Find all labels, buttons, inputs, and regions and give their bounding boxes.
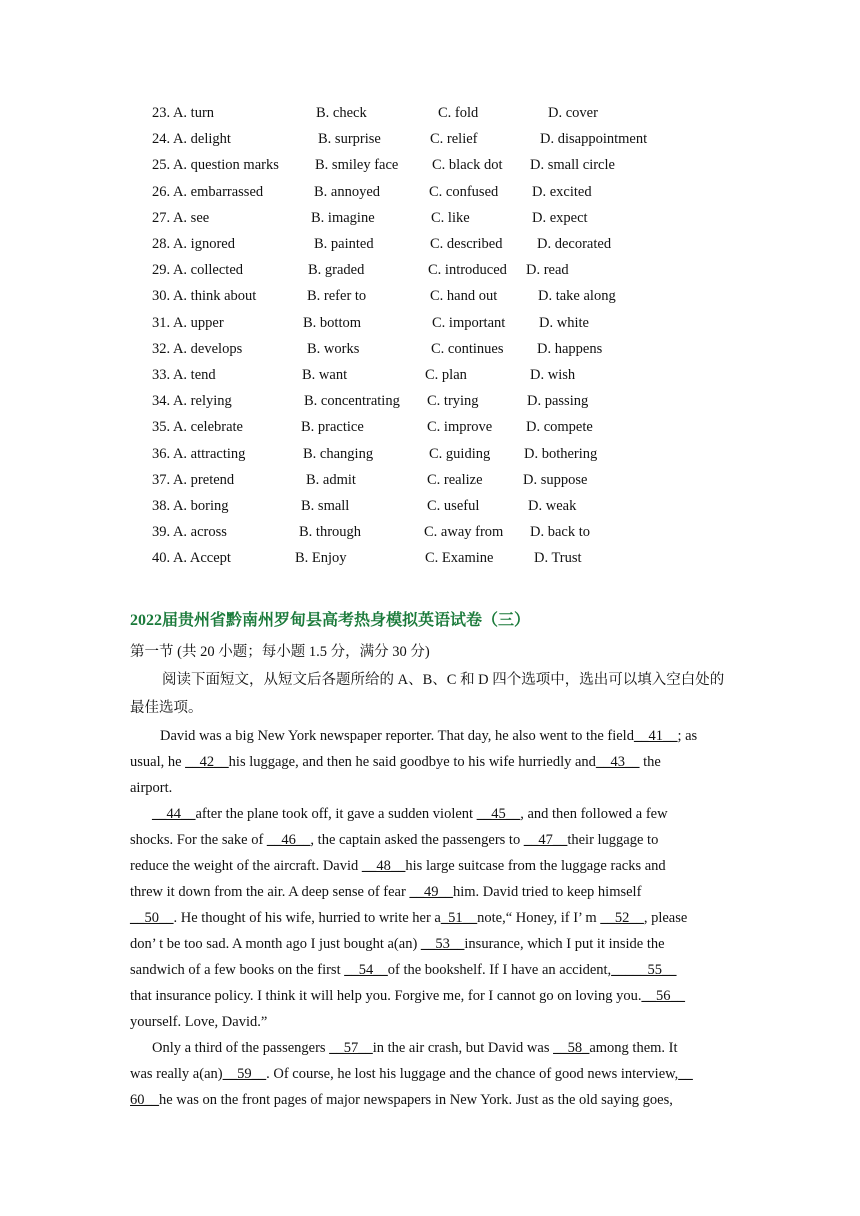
- option-text: A. think about: [172, 288, 257, 305]
- passage-line: usual, he __42__his luggage, and then he said goodbye to his wife hurriedly and__43__ the: [130, 754, 661, 770]
- option-d: D. cover: [548, 105, 598, 121]
- blank: 60__: [130, 1092, 159, 1108]
- option-text: A. collected: [172, 262, 244, 279]
- option-b: B. admit: [306, 471, 356, 488]
- question-number: 25.: [152, 157, 171, 174]
- blank: __57__: [329, 1040, 373, 1056]
- blank: __53__: [420, 936, 465, 952]
- option-a: [152, 419, 243, 436]
- option-text: A. develops: [172, 340, 243, 357]
- option-text: A. see: [172, 209, 210, 226]
- passage-line: David was a big New York newspaper reporter. That day, he also went to the field__41__; as: [160, 728, 698, 744]
- option-c: C. like: [431, 209, 470, 226]
- option-b: B. changing: [303, 445, 374, 462]
- option-b: B. check: [316, 105, 367, 121]
- option-c: C. away from: [424, 524, 504, 541]
- option-d: D. white: [539, 314, 589, 331]
- passage-line: was really a(an)__59__. Of course, he lost his luggage and the chance of good news interview,__: [130, 1066, 693, 1082]
- question-number: 35.: [152, 419, 171, 436]
- option-text: A. relying: [172, 393, 232, 410]
- option-b: B. concentrating: [304, 393, 400, 410]
- option-d: D. happens: [537, 340, 603, 357]
- blank: __45__: [476, 806, 521, 822]
- question-number: 32.: [152, 340, 171, 357]
- option-d: D. decorated: [537, 236, 612, 252]
- option-b: B. painted: [314, 236, 374, 252]
- blank: __46__: [266, 832, 311, 848]
- question-number: 38.: [152, 498, 171, 514]
- option-b: B. imagine: [311, 209, 375, 226]
- passage-line: sandwich of a few books on the first __54__of the bookshelf. If I have an accident,_____55__: [130, 962, 677, 978]
- blank: _51__: [440, 910, 478, 926]
- option-c: C. Examine: [425, 550, 494, 567]
- passage-line: don’ t be too sad. A month ago I just bought a(an) __53__insurance, which I put it inside the: [130, 936, 665, 952]
- option-text: A. attracting: [172, 445, 246, 462]
- option-a: [152, 210, 209, 227]
- option-text: A. delight: [172, 131, 231, 148]
- blank: __41__: [633, 728, 678, 744]
- exam-title: 2022届贵州省黔南州罗甸县高考热身模拟英语试卷（三）: [130, 612, 531, 629]
- option-d: D. excited: [532, 183, 592, 200]
- option-text: A. pretend: [172, 471, 235, 488]
- passage-line: shocks. For the sake of __46__, the captain asked the passengers to __47__their luggage to: [130, 832, 659, 848]
- option-d: D. weak: [528, 498, 577, 514]
- option-b: B. Enjoy: [295, 550, 347, 567]
- option-a: [152, 157, 279, 174]
- blank: __42__: [185, 754, 229, 770]
- section-heading: 第一节 (共 20 小题；每小题 1.5 分，满分 30 分): [130, 644, 430, 660]
- passage-line: __44__after the plane took off, it gave a sudden violent __45__, and then followed a few: [152, 806, 668, 822]
- instruction-text: 阅读下面短文，从短文后各题所给的 A、B、C 和 D 四个选项中，选出可以填入空白处的最佳选项。: [130, 672, 725, 716]
- option-c: C. hand out: [430, 288, 498, 305]
- option-c: C. realize: [427, 471, 483, 488]
- option-d: D. small circle: [530, 157, 615, 174]
- option-c: C. fold: [438, 105, 479, 121]
- option-c: C. plan: [425, 367, 467, 383]
- option-b: B. bottom: [303, 314, 362, 331]
- blank: __44__: [152, 806, 196, 822]
- blank: __58_: [553, 1040, 590, 1056]
- option-d: D. Trust: [534, 550, 582, 567]
- option-c: C. important: [432, 314, 506, 331]
- option-a: [152, 288, 256, 305]
- option-text: A. boring: [172, 498, 229, 514]
- option-c: C. confused: [429, 183, 499, 200]
- question-number: 27.: [152, 209, 171, 226]
- question-number: 28.: [152, 236, 171, 252]
- question-number: 24.: [152, 131, 171, 148]
- option-d: D. back to: [530, 524, 590, 541]
- option-a: [152, 131, 231, 148]
- option-text: A. question marks: [172, 157, 279, 174]
- option-d: D. expect: [532, 209, 588, 226]
- option-b: B. graded: [308, 262, 365, 279]
- blank: __49__: [409, 884, 453, 900]
- option-d: D. disappointment: [540, 131, 648, 148]
- passage-line: airport.: [130, 780, 173, 796]
- option-text: A. celebrate: [172, 419, 243, 436]
- blank: __47__: [523, 832, 568, 848]
- option-b: B. surprise: [318, 131, 381, 148]
- option-text: A. across: [172, 524, 227, 541]
- passage-line: that insurance policy. I think it will help you. Forgive me, for I cannot go on loving you.__56__: [130, 988, 685, 1004]
- option-c: C. useful: [427, 498, 480, 514]
- blank: __56__: [641, 988, 685, 1004]
- question-number: 29.: [152, 262, 171, 279]
- option-d: D. compete: [526, 419, 593, 436]
- option-a: [152, 367, 216, 384]
- option-a: [152, 262, 243, 279]
- option-d: D. bothering: [524, 445, 598, 462]
- question-number: 30.: [152, 288, 171, 305]
- option-a: [152, 341, 242, 358]
- option-c: C. improve: [427, 419, 493, 436]
- option-text: A. turn: [172, 105, 215, 121]
- option-c: C. black dot: [432, 157, 503, 174]
- blank: __: [678, 1066, 693, 1082]
- option-d: D. wish: [530, 367, 576, 383]
- question-number: 26.: [152, 183, 171, 200]
- passage-line: yourself. Love, David.”: [130, 1014, 268, 1030]
- option-d: D. suppose: [523, 471, 588, 488]
- option-a: [152, 105, 214, 122]
- option-a: [152, 498, 229, 515]
- option-d: D. take along: [538, 288, 616, 305]
- option-c: C. relief: [430, 131, 478, 148]
- option-c: C. guiding: [429, 445, 491, 462]
- option-b: B. practice: [301, 419, 364, 436]
- option-a: [152, 550, 231, 567]
- option-text: A. embarrassed: [172, 183, 264, 200]
- option-b: B. small: [301, 498, 350, 514]
- blank: __54__: [344, 962, 388, 978]
- option-c: C. continues: [431, 340, 504, 357]
- question-number: 39.: [152, 524, 171, 541]
- passage-line: __50__. He thought of his wife, hurried to write her a_51__note,“ Honey, if I’ m __52__, please: [130, 910, 688, 926]
- option-b: B. smiley face: [315, 157, 399, 174]
- option-b: B. refer to: [307, 288, 367, 305]
- question-number: 23.: [152, 105, 171, 121]
- passage-line: 60__he was on the front pages of major newspapers in New York. Just as the old saying goes,: [130, 1092, 673, 1108]
- blank: __48__: [361, 858, 406, 874]
- question-number: 31.: [152, 314, 171, 331]
- question-number: 36.: [152, 445, 171, 462]
- blank: _____55__: [611, 962, 677, 978]
- passage-line: reduce the weight of the aircraft. David __48__his large suitcase from the luggage racks and: [130, 858, 666, 874]
- question-number: 40.: [152, 550, 171, 567]
- option-c: C. trying: [427, 393, 479, 410]
- question-number: 37.: [152, 471, 171, 488]
- blank: __50__: [130, 910, 174, 926]
- option-a: [152, 446, 245, 463]
- option-text: A. ignored: [172, 236, 235, 252]
- blank: __59__: [222, 1066, 267, 1082]
- option-text: A. tend: [172, 367, 216, 383]
- option-text: A. upper: [172, 314, 224, 331]
- blank: __43__: [595, 754, 640, 770]
- question-number: 33.: [152, 367, 171, 383]
- option-b: B. annoyed: [314, 183, 381, 200]
- option-d: D. passing: [527, 393, 589, 410]
- option-a: [152, 393, 232, 410]
- option-a: [152, 472, 234, 489]
- question-number: 34.: [152, 393, 171, 410]
- option-text: A. Accept: [172, 550, 231, 567]
- option-c: C. described: [430, 236, 503, 252]
- blank: __52__: [600, 910, 644, 926]
- option-a: [152, 236, 235, 253]
- option-b: B. want: [302, 367, 348, 383]
- option-b: B. works: [307, 340, 360, 357]
- option-a: [152, 184, 263, 201]
- option-a: [152, 524, 227, 541]
- option-d: D. read: [526, 262, 569, 279]
- option-b: B. through: [299, 524, 362, 541]
- passage-line: Only a third of the passengers __57__in the air crash, but David was __58_among them. It: [152, 1040, 678, 1056]
- option-a: [152, 315, 224, 332]
- option-c: C. introduced: [428, 262, 507, 279]
- passage-line: threw it down from the air. A deep sense of fear __49__him. David tried to keep himself: [130, 884, 642, 900]
